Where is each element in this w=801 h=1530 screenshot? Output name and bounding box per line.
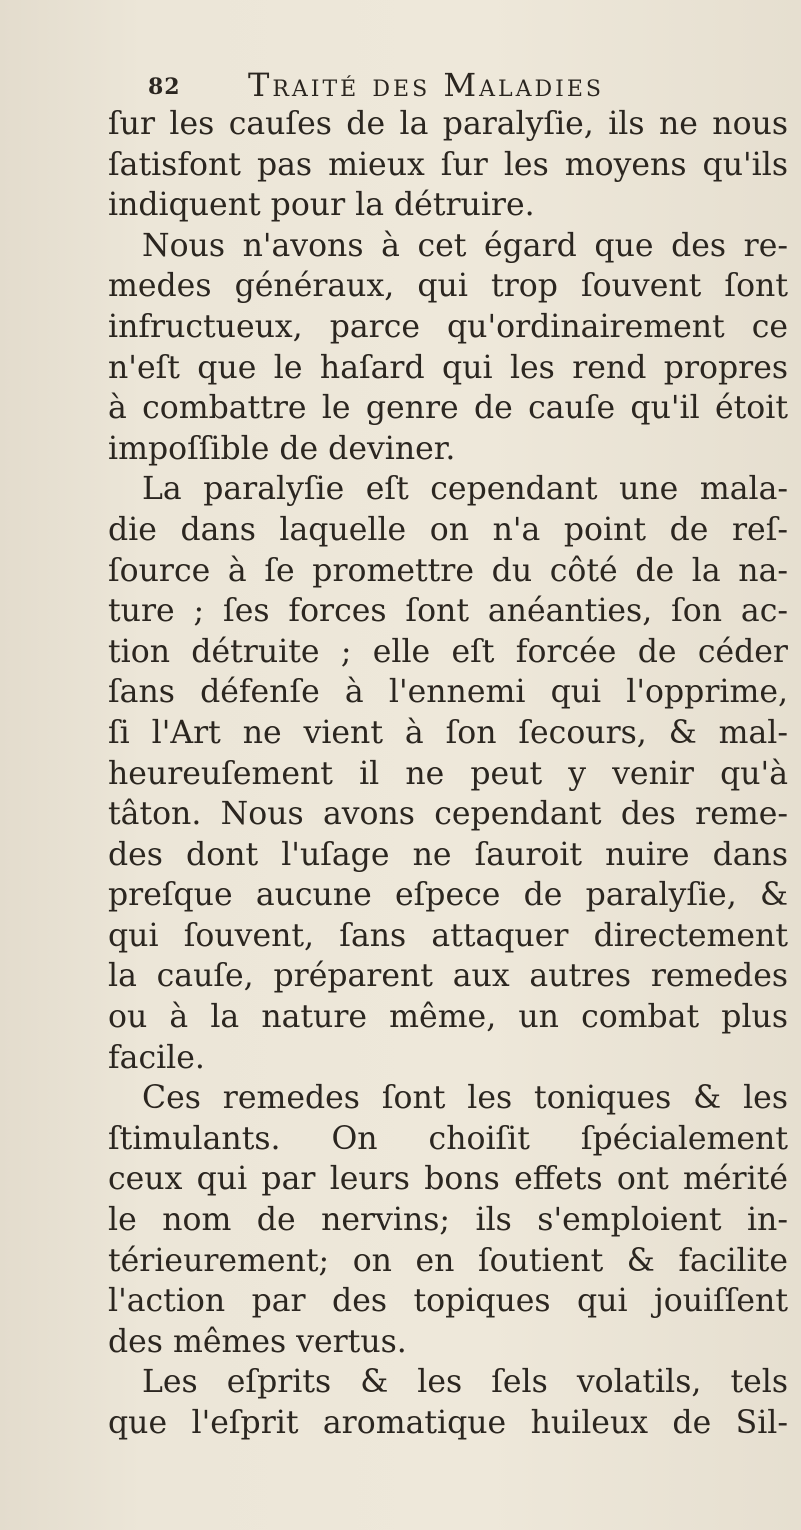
text-line: infructueux, parce qu'ordinairement ce (108, 308, 788, 345)
text-line: à combattre le genre de cauſe qu'il étoit (108, 390, 788, 427)
text-line: impoſſible de deviner. (108, 430, 456, 467)
page-header (148, 66, 708, 106)
text-line: ſource à ſe promettre du côté de la na- (108, 552, 788, 589)
text-line: n'eſt que le haſard qui les rend propres (108, 349, 788, 386)
text-line: ou à la nature même, un combat plus (108, 999, 788, 1036)
text-line: ſtimulants. On choiſit ſpécialement (108, 1120, 788, 1157)
text-line: preſque aucune eſpece de paralyſie, & (108, 877, 788, 914)
text-line: ſans défenſe à l'ennemi qui l'opprime, (108, 674, 788, 711)
text-line: l'action par des topiques qui jouiſſent (108, 1283, 788, 1320)
text-line: indiquent pour la détruire. (108, 187, 535, 224)
text-line: La paralyſie eſt cependant une mala- (142, 471, 788, 508)
text-line: Les eſprits & les ſels volatils, tels (142, 1364, 788, 1401)
text-line: qui ſouvent, ſans attaquer directement (108, 917, 788, 954)
text-line: ſur les cauſes de la paralyſie, ils ne nous (108, 106, 788, 142)
running-title: Traité des Maladies (248, 66, 604, 104)
text-line: ſi l'Art ne vient à ſon ſecours, & mal- (108, 714, 788, 751)
text-line: die dans laquelle on n'a point de reſ- (108, 511, 788, 548)
body-text (108, 104, 788, 1444)
text-line: heureuſement il ne peut y venir qu'à (108, 755, 788, 792)
page-number: 82 (148, 74, 181, 100)
text-line: ture ; ſes forces ſont anéanties, ſon ac- (108, 593, 788, 630)
text-line: que l'eſprit aromatique huileux de Sil- (108, 1405, 788, 1441)
text-line: Nous n'avons à cet égard que des re- (142, 227, 788, 264)
text-line: ceux qui par leurs bons effets ont mérité (108, 1161, 788, 1198)
text-line: tion détruite ; elle eſt forcée de céder (108, 633, 788, 670)
text-line: térieurement; on en ſoutient & facilite (108, 1242, 788, 1279)
text-line: facile. (108, 1039, 205, 1076)
text-line: ſatisfont pas mieux ſur les moyens qu'ils (108, 146, 788, 183)
text-line: tâton. Nous avons cependant des reme- (108, 796, 788, 833)
text-line: la cauſe, préparent aux autres remedes (108, 958, 788, 995)
text-line: Ces remedes ſont les toniques & les (142, 1080, 788, 1117)
text-line: des dont l'uſage ne ſauroit nuire dans (108, 836, 788, 873)
text-line: des mêmes vertus. (108, 1323, 407, 1360)
text-line: le nom de nervins; ils s'emploient in- (108, 1202, 788, 1239)
text-line: medes généraux, qui trop ſouvent ſont (108, 268, 788, 305)
